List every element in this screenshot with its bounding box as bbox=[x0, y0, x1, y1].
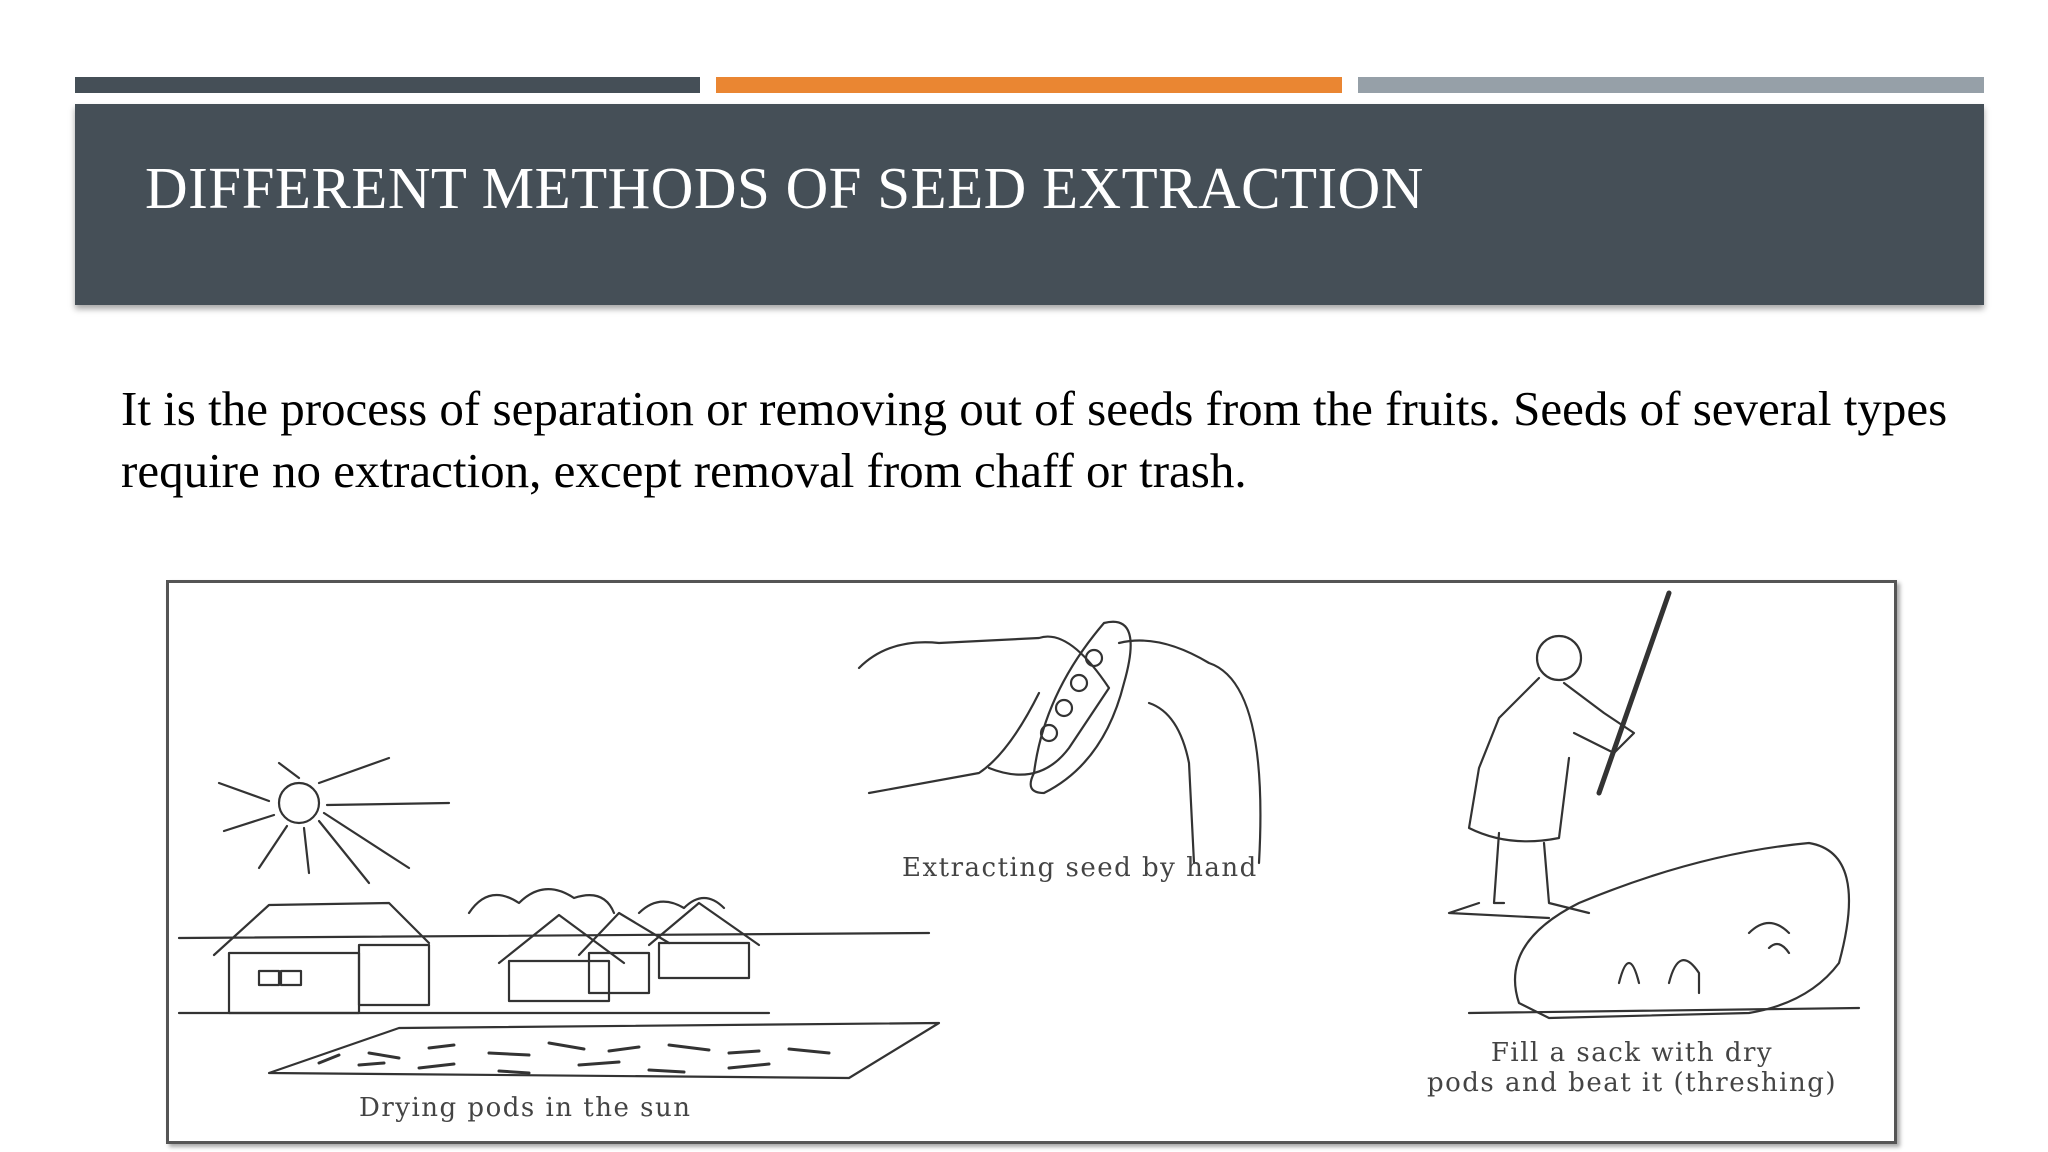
illustration-figure bbox=[166, 580, 1897, 1144]
slide-title: DIFFERENT METHODS OF SEED EXTRACTION bbox=[145, 155, 1424, 221]
woman-beating bbox=[1449, 593, 1669, 918]
caption-threshing-line1: Fill a sack with dry bbox=[1490, 1038, 1774, 1068]
accent-bar-dark bbox=[75, 77, 700, 93]
village-huts bbox=[179, 889, 929, 1013]
sun-icon bbox=[219, 758, 449, 883]
accent-bar-orange bbox=[716, 77, 1342, 93]
drying-mat bbox=[269, 1023, 939, 1078]
body-paragraph: It is the process of separation or removing out of seeds from the fruits. Seeds of several types require no extraction, except removal from chaff or trash. bbox=[121, 381, 1948, 498]
hands-pod bbox=[859, 622, 1260, 863]
caption-threshing-line2: pods and beat it (threshing) bbox=[1426, 1068, 1838, 1098]
sack bbox=[1469, 843, 1859, 1018]
caption-hand: Extracting seed by hand bbox=[902, 853, 1258, 883]
accent-bar-gray bbox=[1358, 77, 1984, 93]
caption-threshing bbox=[1382, 1038, 1882, 1098]
title-band bbox=[75, 104, 1984, 305]
caption-drying: Drying pods in the sun bbox=[359, 1093, 692, 1123]
